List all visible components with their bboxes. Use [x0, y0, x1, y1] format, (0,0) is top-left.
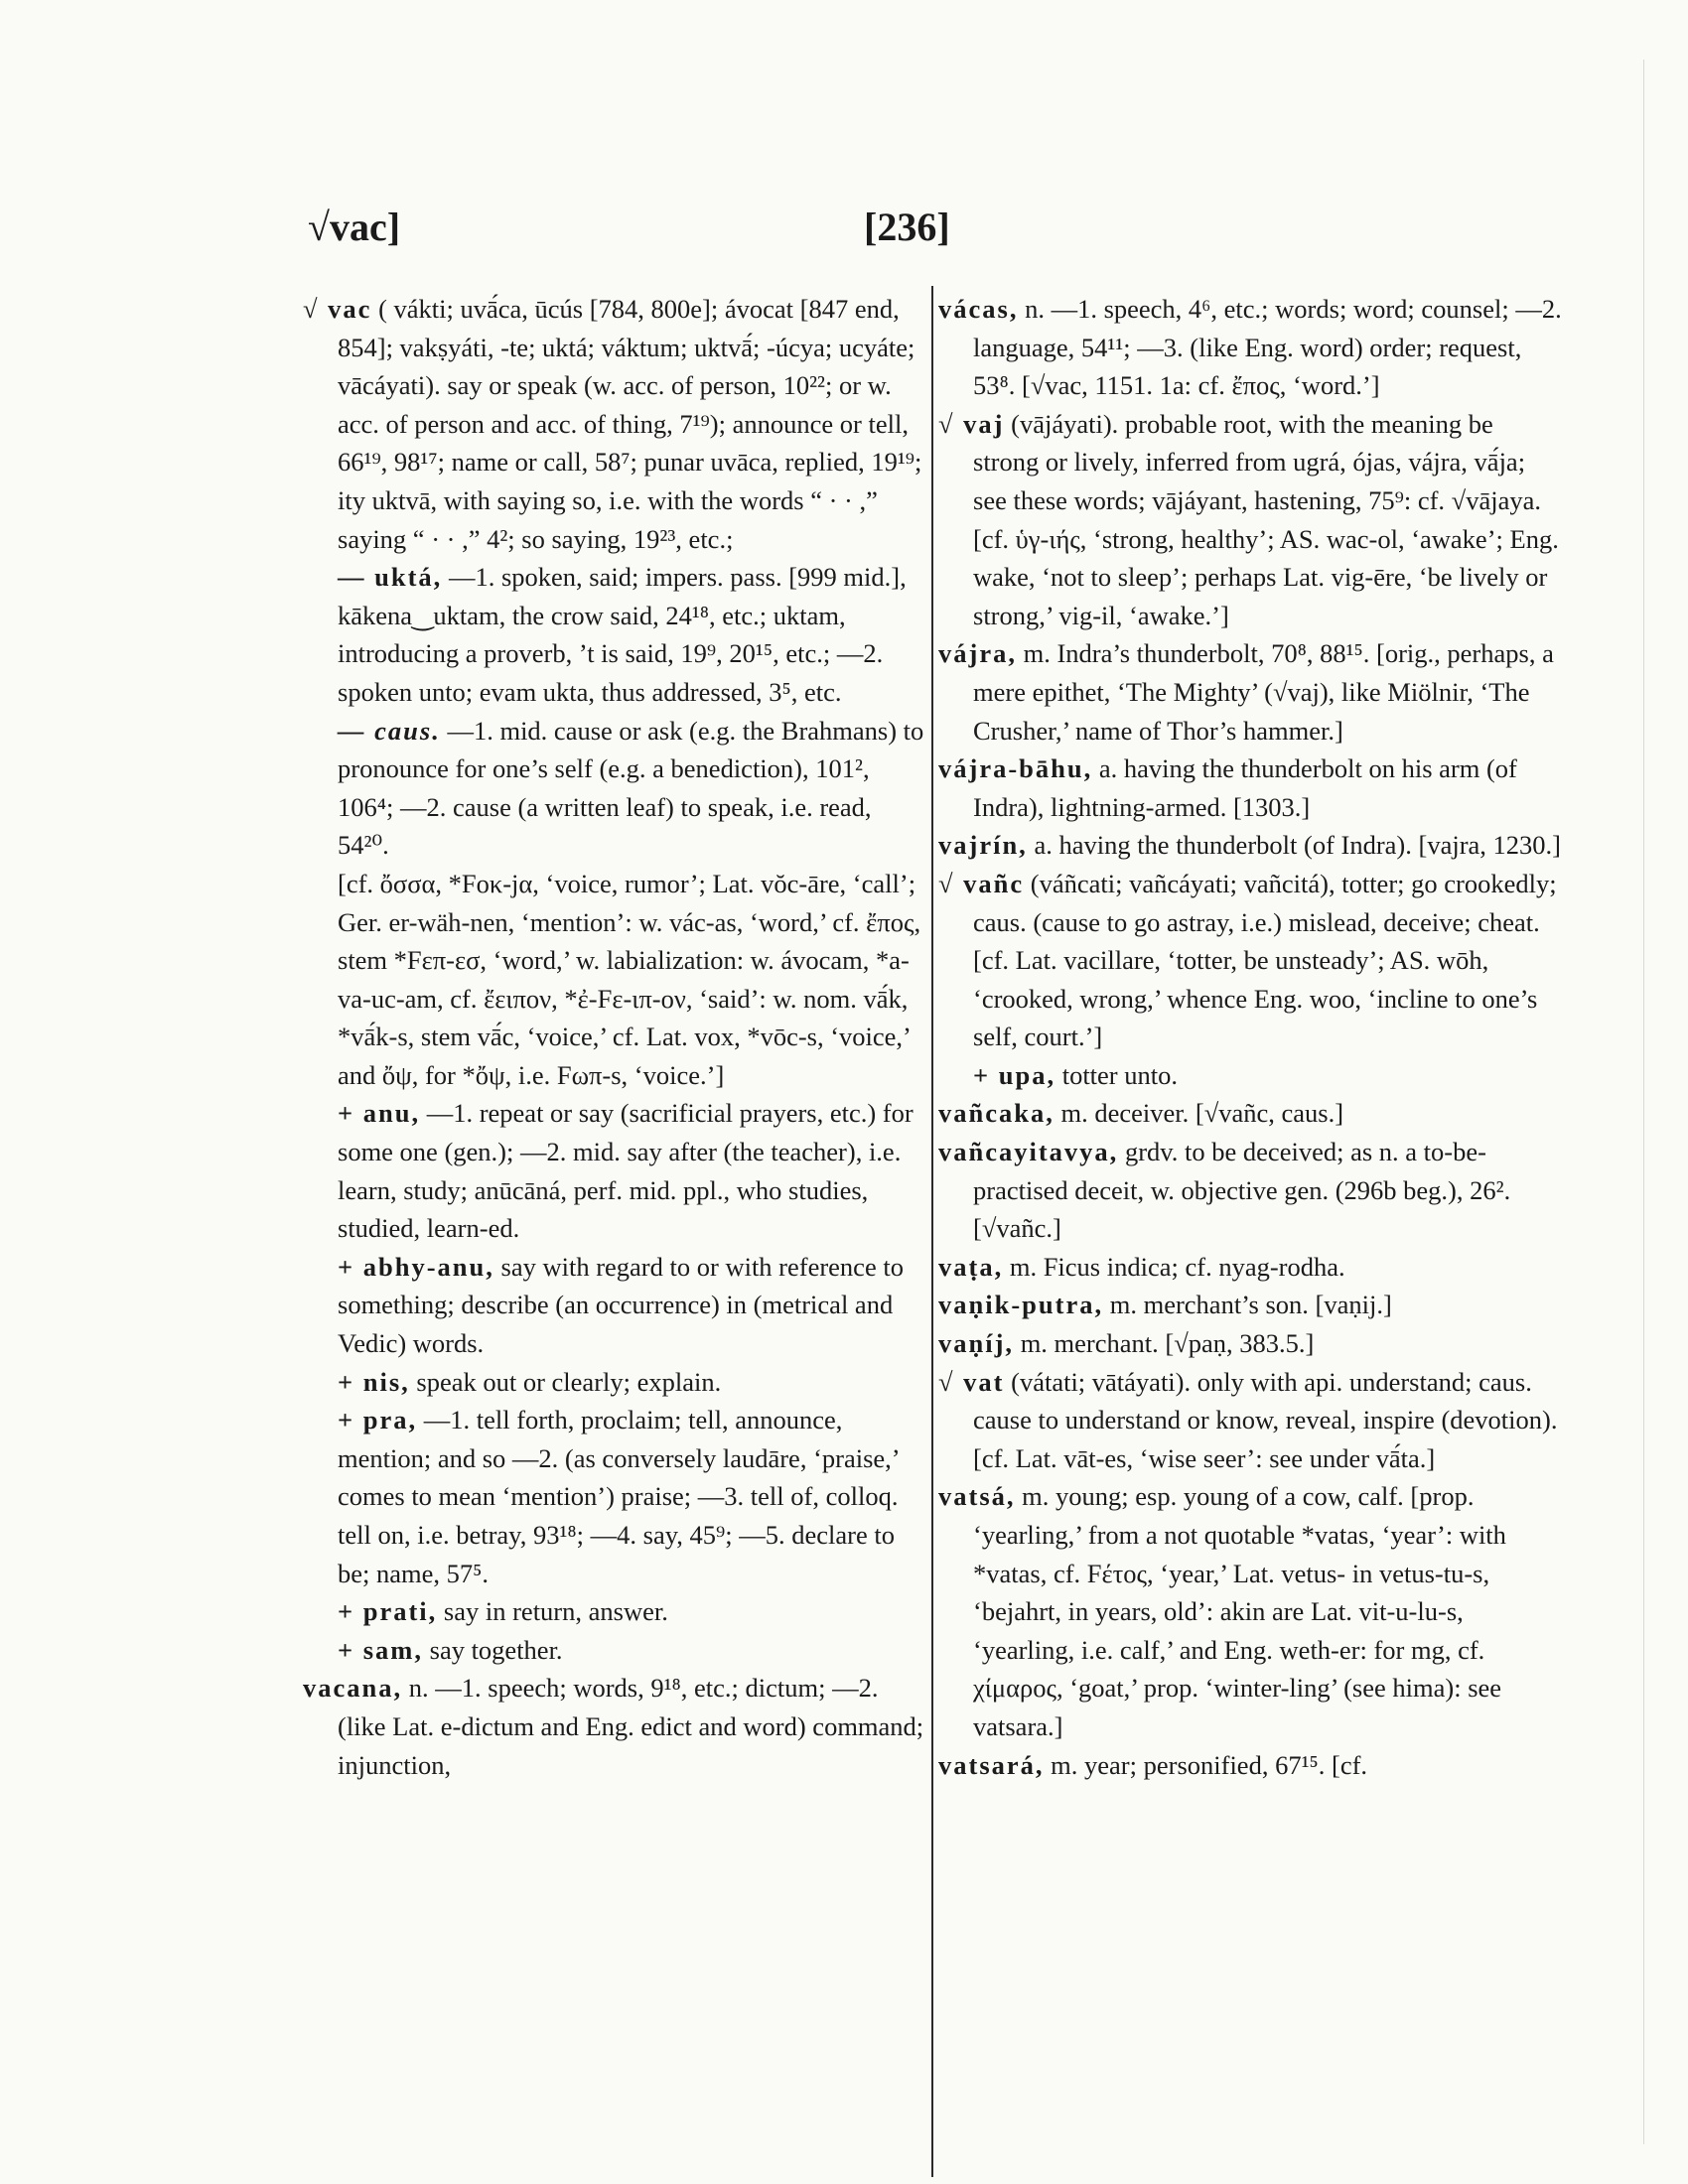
- entry-headword: vatsará,: [938, 1749, 1045, 1780]
- entry-headword: vájra,: [938, 638, 1017, 669]
- entry-body: (vājáyati). probable root, with the meaning be strong or lively, inferred from ugrá, ójas, vájra, vā́ja; see these words; vājáyant, hastening, 75⁹: cf. √vājaya. [cf. ὑγ-ιής, ‘strong, healthy’; AS. wac-ol, ‘awake’; Eng. wake, ‘not to sleep’; perhaps Lat. vig-ēre, ‘be lively or strong,’ vig-il, ‘awake.’]: [973, 408, 1559, 630]
- dictionary-entry: [938, 1094, 1562, 1133]
- entry-body: m. deceiver. [√vañc, caus.]: [1060, 1098, 1344, 1129]
- column-divider: [931, 286, 933, 2177]
- subentry-headword: + prati,: [338, 1596, 438, 1627]
- entry-body: n. —1. speech, 4⁶, etc.; words; word; counsel; —2. language, 54¹¹; —3. (like Eng. word) order; request, 53⁸. [√vac, 1151. 1a: cf. ἔπος, ‘word.’]: [973, 294, 1562, 401]
- entry-headword: vácas,: [938, 294, 1019, 324]
- entry-headword: vaṭa,: [938, 1251, 1004, 1282]
- dictionary-entry: [938, 405, 1562, 635]
- dictionary-entry: [938, 1324, 1562, 1363]
- entry-headword: √ vat: [938, 1366, 1005, 1397]
- entry-headword: vañcayitavya,: [938, 1137, 1119, 1167]
- entry-body: ( vákti; uvā́ca, ūcús [784, 800e]; ávocat [847 end, 854]; vakṣyáti, -te; uktá; váktum; uktvā́; -úcya; ucyáte; vācáyati). say or speak (w. acc. of person, 10²²; or w. acc. of person and acc. of thing, 7¹⁹); announce or tell, 66¹⁹, 98¹⁷; name or call, 58⁷; punar uvāca, replied, 19¹⁹; ity uktvā, with saying so, i.e. with the words “ · · ,” saying “ · · ,” 4²; so saying, 19²³, etc.;: [338, 294, 922, 554]
- subentry-body: [cf. ὄσσα, *Fοκ-jα, ‘voice, rumor’; Lat. vŏc-āre, ‘call’; Ger. er-wäh-nen, ‘mention’: w. vác-as, ‘word,’ cf. ἔπος, stem *Fεπ-εσ, ‘word,’ w. labialization: w. ávocam, *a-va-uc-am, cf. ἔειπον, *ἐ-Fε-ιπ-ον, ‘said’: w. nom. vā́k, *vā́k-s, stem vā́c, ‘voice,’ cf. Lat. vox, *vōc-s, ‘voice,’ and ὄψ, for *ὄψ, i.e. Fωπ-s, ‘voice.’]: [338, 868, 921, 1090]
- etymology-note: [338, 865, 928, 1095]
- subentry-headword: + abhy-anu,: [338, 1251, 494, 1282]
- dictionary-entry: [938, 1248, 1562, 1287]
- subentry-headword: + upa,: [973, 1059, 1056, 1090]
- dictionary-subentry: [338, 1631, 928, 1670]
- entry-headword: √ vaj: [938, 408, 1005, 439]
- subentry-headword: — uktá,: [338, 562, 443, 593]
- entry-headword: √ vañc: [938, 868, 1025, 898]
- entry-body: m. year; personified, 67¹⁵. [cf.: [1051, 1749, 1368, 1780]
- entry-body: grdv. to be deceived; as n. a to-be-practised deceit, w. objective gen. (296b beg.), 26². [√vañc.]: [973, 1137, 1511, 1244]
- entry-body: n. —1. speech; words, 9¹⁸, etc.; dictum; —2. (like Lat. e-dictum and Eng. edict and word) command; injunction,: [338, 1673, 924, 1780]
- subentry-body: say in return, answer.: [443, 1596, 668, 1627]
- entry-body: m. merchant. [√paṇ, 383.5.]: [1020, 1328, 1315, 1359]
- dictionary-entry: [938, 1363, 1562, 1478]
- subentry-headword: — caus.: [338, 715, 441, 746]
- dictionary-entry: [938, 1133, 1562, 1248]
- dictionary-entry: [938, 865, 1562, 1056]
- subentry-body: say together.: [429, 1634, 563, 1665]
- dictionary-subentry: [338, 712, 928, 865]
- entry-body: m. young; esp. young of a cow, calf. [prop. ‘yearling,’ from a not quotable *vatas, ‘year’: with *vatas, cf. Fέτος, ‘year,’ Lat. vetus- in vetus-tu-s, ‘bejahrt, in years, old’: akin are Lat. vit-u-lu-s, ‘yearling, i.e. calf,’ and Eng. weth-er: for mg, cf. χίμαρος, ‘goat,’ prop. ‘winter-ling’ (see hima): see vatsara.]: [973, 1481, 1506, 1741]
- entry-headword: vajrín,: [938, 830, 1028, 861]
- subentry-body: —1. tell forth, proclaim; tell, announce, mention; and so —2. (as conversely laudāre, ‘praise,’ comes to mean ‘mention’) praise; —3. tell of, colloq. tell on, i.e. betray, 93¹⁸; —4. say, 45⁹; —5. declare to be; name, 57⁵.: [338, 1405, 899, 1588]
- entry-headword: vájra-bāhu,: [938, 753, 1093, 784]
- running-head-root: √vac]: [308, 205, 401, 249]
- entry-body: a. having the thunderbolt (of Indra). [vajra, 1230.]: [1034, 830, 1561, 861]
- dictionary-subentry: [338, 1401, 928, 1592]
- entry-body: (váñcati; vañcáyati; vañcitá), totter; go crookedly; caus. (cause to go astray, i.e.) mislead, deceive; cheat. [cf. Lat. vacillare, ‘totter, be unsteady’; AS. wōh, ‘crooked, wrong,’ whence Eng. woo, ‘incline to one’s self, court.’]: [973, 868, 1557, 1052]
- entry-headword: vatsá,: [938, 1481, 1016, 1512]
- entry-headword: vañcaka,: [938, 1098, 1055, 1129]
- entry-headword: vaṇíj,: [938, 1328, 1015, 1359]
- subentry-body: —1. spoken, said; impers. pass. [999 mid.], kākena‿uktam, the crow said, 24¹⁸, etc.; uktam, introducing a proverb, ’t is said, 19⁹, 20¹⁵, etc.; —2. spoken unto; evam ukta, thus addressed, 3⁵, etc.: [338, 562, 907, 707]
- dictionary-entry: [303, 1669, 928, 1784]
- dictionary-subentry: [973, 1056, 1562, 1095]
- entry-body: m. Indra’s thunderbolt, 70⁸, 88¹⁵. [orig., perhaps, a mere epithet, ‘The Mighty’ (√vaj), like Miölnir, ‘The Crusher,’ name of Thor’s hammer.]: [973, 638, 1554, 746]
- subentry-headword: + nis,: [338, 1366, 410, 1397]
- dictionary-subentry: [338, 1363, 928, 1402]
- subentry-body: totter unto.: [1061, 1059, 1178, 1090]
- dictionary-subentry: [338, 1592, 928, 1631]
- left-column: [303, 290, 928, 1784]
- subentry-body: speak out or clearly; explain.: [416, 1366, 722, 1397]
- dictionary-entry: [938, 1477, 1562, 1745]
- entry-body: m. merchant’s son. [vaṇij.]: [1109, 1290, 1392, 1320]
- dictionary-subentry: [338, 1094, 928, 1247]
- dictionary-subentry: [338, 558, 928, 711]
- right-column: [938, 290, 1562, 1784]
- subentry-headword: + pra,: [338, 1405, 418, 1435]
- entry-headword: √ vac: [303, 294, 372, 324]
- dictionary-entry: [938, 1746, 1562, 1785]
- page-edge-rule: [1643, 60, 1644, 2144]
- subentry-body: —1. mid. cause or ask (e.g. the Brahmans) to pronounce for one’s self (e.g. a benediction), 101², 106⁴; —2. cause (a written leaf) to speak, i.e. read, 54²⁰.: [338, 715, 924, 861]
- dictionary-entry: [938, 634, 1562, 750]
- entry-headword: vacana,: [303, 1673, 403, 1704]
- subentry-body: say with regard to or with reference to something; describe (an occurrence) in (metrical and Vedic) words.: [338, 1251, 904, 1359]
- dictionary-entry: [938, 290, 1562, 405]
- dictionary-entry: [938, 750, 1562, 826]
- dictionary-entry: [938, 826, 1562, 865]
- entry-body: m. Ficus indica; cf. nyag-rodha.: [1009, 1251, 1345, 1282]
- subentry-body: —1. repeat or say (sacrificial prayers, etc.) for some one (gen.); —2. mid. say after (the teacher), i.e. learn, study; anūcāná, perf. mid. ppl., who studies, studied, learn-ed.: [338, 1098, 914, 1244]
- dictionary-entry: [303, 290, 928, 558]
- subentry-headword: + sam,: [338, 1634, 423, 1665]
- entry-body: (vátati; vātáyati). only with api. understand; caus. cause to understand or know, reveal, inspire (devotion). [cf. Lat. vāt-es, ‘wise seer’: see under vā́ta.]: [973, 1366, 1558, 1473]
- entry-body: a. having the thunderbolt on his arm (of Indra), lightning-armed. [1303.]: [973, 753, 1517, 822]
- page-number: [236]: [864, 205, 950, 249]
- entry-headword: vaṇik-putra,: [938, 1290, 1104, 1320]
- dictionary-entry: [938, 1286, 1562, 1324]
- dictionary-subentry: [338, 1248, 928, 1363]
- subentry-headword: + anu,: [338, 1098, 421, 1129]
